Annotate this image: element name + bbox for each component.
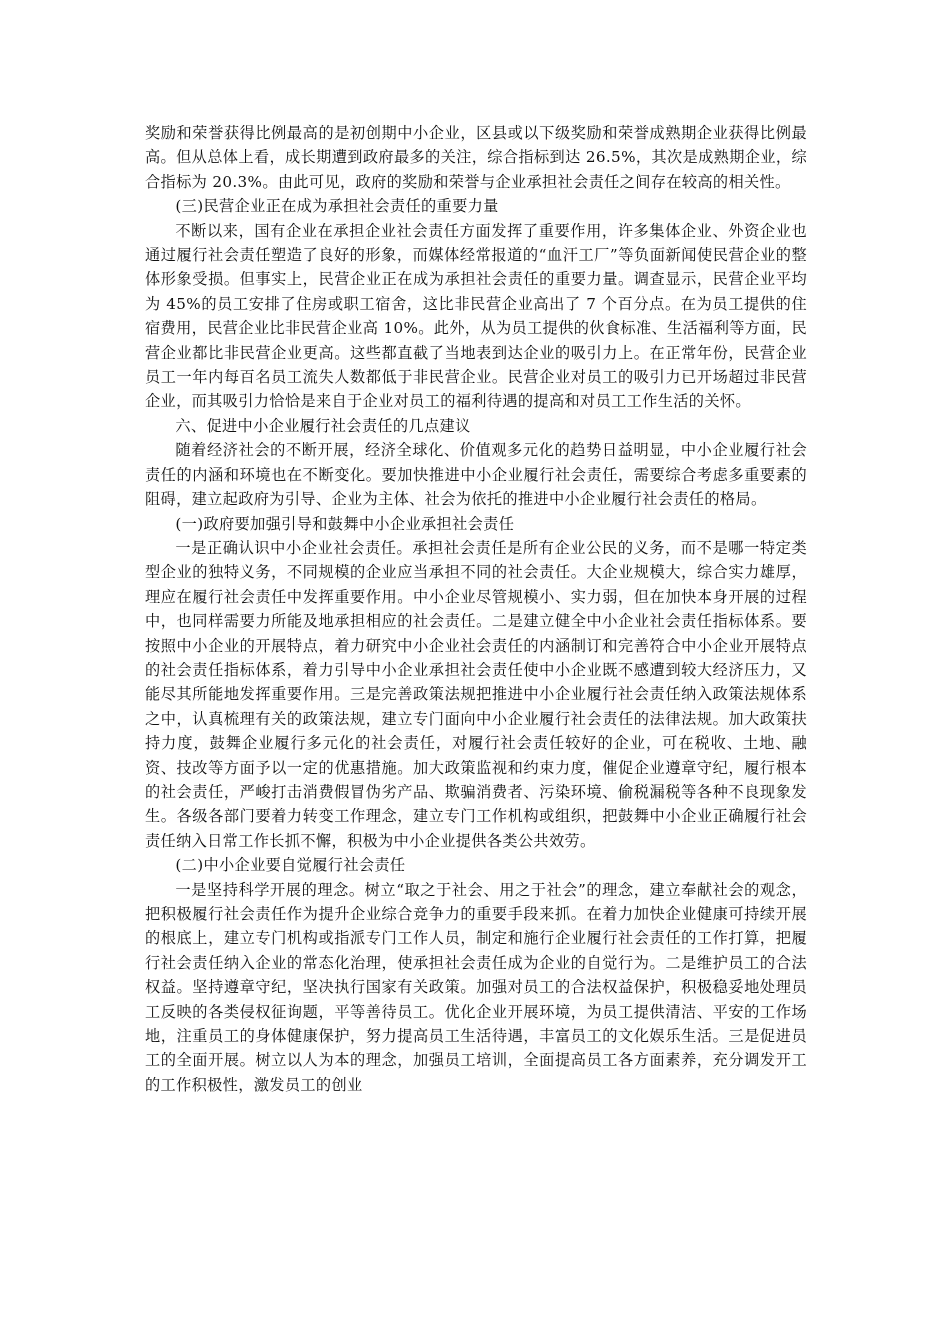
- chapter-heading-6: 六、促进中小企业履行社会责任的几点建议: [175, 416, 471, 435]
- paragraph-1: 奖励和荣誉获得比例最高的是初创期中小企业，区县或以下级奖励和荣誉成熟期企业获得比例最高。但从总体上看，成长期遭到政府最多的关注，综合指标到达 26.5%，其次是成熟期企业，综合指标为 20.3%。由此可见，政府的奖励和荣誉与企业承担社会责任之间存在较高的相关性。: [145, 124, 807, 191]
- section-heading-3: (三)民营企业正在成为承担社会责任的重要力量: [175, 197, 499, 216]
- section-heading-2: (二)中小企业要自觉履行社会责任: [175, 856, 406, 875]
- paragraph-4: 一是正确认识中小企业社会责任。承担社会责任是所有企业公民的义务，而不是哪一特定类型企业的独特义务，不同规模的企业应当承担不同的社会责任。大企业规模大，综合实力雄厚，理应在履行社会责任中发挥重要作用。中小企业尽管规模小、实力弱，但在加快本身开展的过程中，也同样需要力所能及地承担相应的社会责任。二是建立健全中小企业社会责任指标体系。要按照中小企业的开展特点，着力研究中小企业社会责任的内涵制订和完善符合中小企业开展特点的社会责任指标体系，着力引导中小企业承担社会责任使中小企业既不感遭到较大经济压力，又能尽其所能地发挥重要作用。三是完善政策法规把推进中小企业履行社会责任纳入政策法规体系之中，认真梳理有关的政策法规，建立专门面向中小企业履行社会责任的法律法规。加大政策扶持力度，鼓舞企业履行多元化的社会责任，对履行社会责任较好的企业，可在税收、土地、融资、技改等方面予以一定的优惠措施。加大政策监视和约束力度，催促企业遵章守纪，履行根本的社会责任，严峻打击消费假冒伪劣产品、欺骗消费者、污染环境、偷税漏税等各种不良现象发生。各级各部门要着力转变工作理念，建立专门工作机构或组织，把鼓舞中小企业正确履行社会责任纳入日常工作长抓不懈，积极为中小企业提供各类公共效劳。: [145, 538, 807, 850]
- section-heading-1: (一)政府要加强引导和鼓舞中小企业承担社会责任: [175, 514, 515, 533]
- paragraph-2: 不断以来，国有企业在承担企业社会责任方面发挥了重要作用，许多集体企业、外资企业也通过履行社会责任塑造了良好的形象，而媒体经常报道的“血汗工厂”等负面新闻使民营企业的整体形象受损。但事实上，民营企业正在成为承担社会责任的重要力量。调查显示，民营企业平均为 45%的员工安排了住房或职工宿舍，这比非民营企业高出了 7 个百分点。在为员工提供的住宿费用，民营企业比非民营企业高 10%。此外，从为员工提供的伙食标准、生活福利等方面，民营企业都比非民营企业更高。这些都直截了当地表到达企业的吸引力上。在正常年份，民营企业员工一年内每百名员工流失人数都低于非民营企业。民营企业对员工的吸引力已开场超过非民营企业，而其吸引力恰恰是来自于企业对员工的福利待遇的提高和对员工工作生活的关怀。: [145, 221, 807, 411]
- paragraph-3: 随着经济社会的不断开展，经济全球化、价值观多元化的趋势日益明显，中小企业履行社会责任的内涵和环境也在不断变化。要加快推进中小企业履行社会责任，需要综合考虑多重要素的阻碍，建立起政府为引导、企业为主体、社会为依托的推进中小企业履行社会责任的格局。: [145, 441, 807, 509]
- paragraph-5: 一是坚持科学开展的理念。树立“取之于社会、用之于社会”的理念，建立奉献社会的观念，把积极履行社会责任作为提升企业综合竞争力的重要手段来抓。在着力加快企业健康可持续开展的根底上，建立专门机构或指派专门工作人员，制定和施行企业履行社会责任的工作打算，把履行社会责任纳入企业的常态化治理，使承担社会责任成为企业的自觉行为。二是维护员工的合法权益。坚持遵章守纪，坚决执行国家有关政策。加强对员工的合法权益保护，积极稳妥地处理员工反映的各类侵权征询题，平等善待员工。优化企业开展环境，为员工提供清洁、平安的工作场地，注重员工的身体健康保护，努力提高员工生活待遇，丰富员工的文化娱乐生活。三是促进员工的全面开展。树立以人为本的理念，加强员工培训，全面提高员工各方面素养，充分调发开工的工作积极性，激发员工的创业: [145, 880, 807, 1094]
- document-body: [145, 121, 807, 1097]
